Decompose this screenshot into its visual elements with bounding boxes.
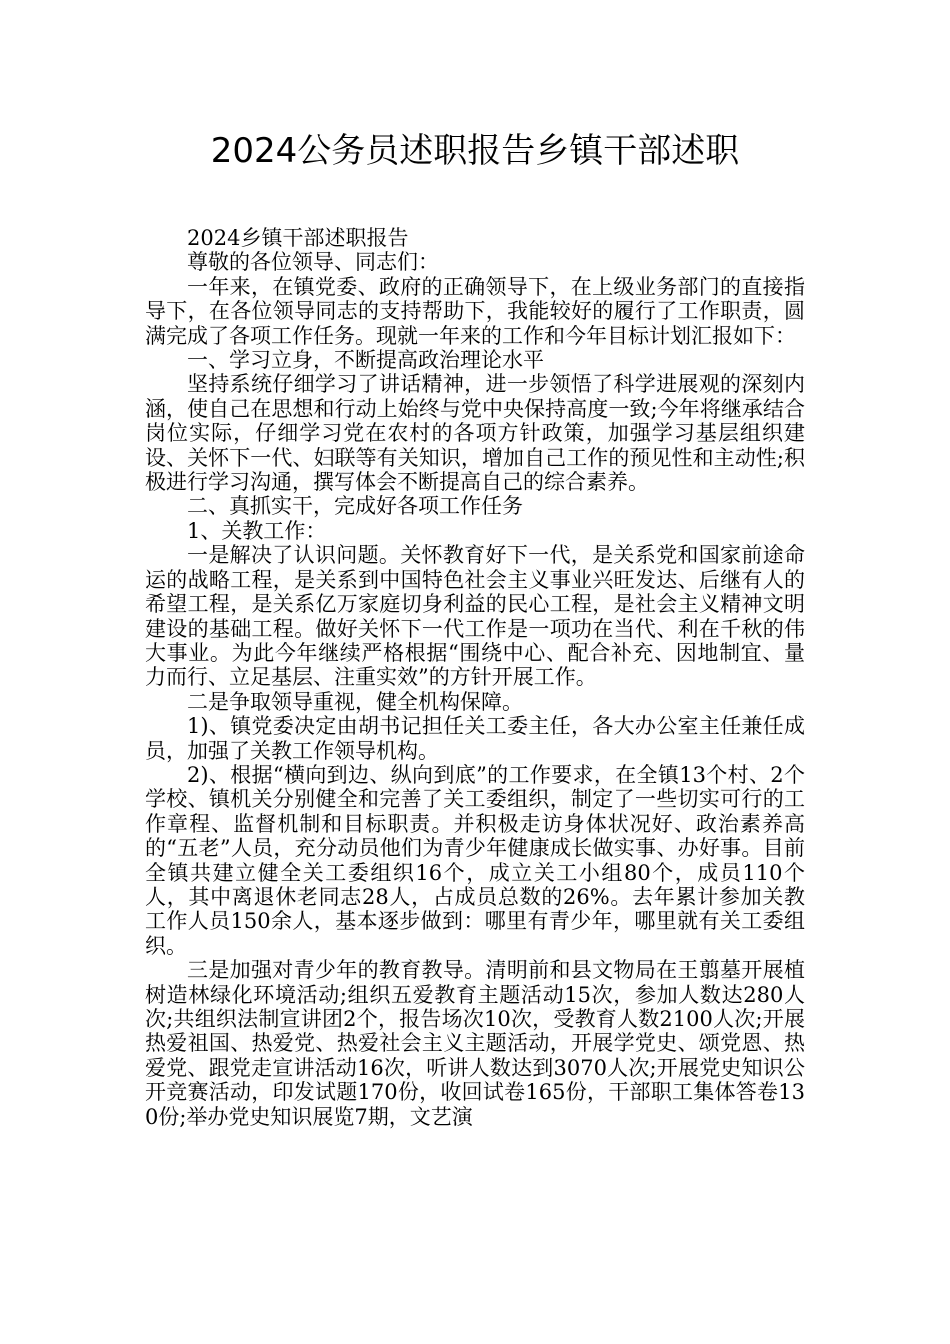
body-paragraph: 1)、镇党委决定由胡书记担任关工委主任，各大办公室主任兼任成员，加强了关教工作领导机构。 [145,714,805,763]
body-paragraph: 三是加强对青少年的教育教导。清明前和县文物局在王翦墓开展植树造林绿化环境活动;组织五爱教育主题活动15次，参加人数达280人次;共组织法制宣讲团2个，报告场次10次，受教育人数2100人次;开展热爱祖国、热爱党、热爱社会主义主题活动，开展学党史、颂党恩、热爱党、跟党走宣讲活动16次，听讲人数达到3070人次;开展党史知识公开竞赛活动，印发试题170份，收回试卷165份，干部职工集体答卷130份;举办党史知识展览7期，文艺演 [145,958,805,1129]
body-paragraph: 2)、根据“横向到边、纵向到底”的工作要求，在全镇13个村、2个学校、镇机关分别健全和完善了关工委组织，制定了一些切实可行的工作章程、监督机制和目标职责。并积极走访身体状况好、政治素养高的“五老”人员，充分动员他们为青少年健康成长做实事、办好事。目前全镇共建立健全关工委组织16个，成立关工小组80个，成员110个人，其中离退休老同志28人，占成员总数的26%。去年累计参加关教工作人员150余人，基本逐步做到：哪里有青少年，哪里就有关工委组织。 [145,762,805,958]
subsection-heading: 1、关教工作： [187,518,327,543]
body-paragraph: 一是解决了认识问题。关怀教育好下一代，是关系党和国家前途命运的战略工程，是关系到中国特色社会主义事业兴旺发达、后继有人的希望工程，是关系亿万家庭切身利益的民心工程，是社会主义精神文明建设的基础工程。做好关怀下一代工作是一项功在当代、利在千秋的伟大事业。为此今年继续严格根据“围绕中心、配合补充、因地制宜、量力而行、立足基层、注重实效”的方针开展工作。 [145,543,805,690]
document-title: 2024公务员述职报告乡镇干部述职 [210,131,740,171]
body-paragraph: 二是争取领导重视，健全机构保障。 [187,689,523,714]
intro-paragraph: 一年来，在镇党委、政府的正确领导下，在上级业务部门的直接指导下，在各位领导同志的支持帮助下，我能较好的履行了工作职责，圆满完成了各项工作任务。现就一年来的工作和今年目标计划汇报如下： [145,274,805,348]
salutation: 尊敬的各位领导、同志们： [187,250,439,275]
section-heading-2: 二、真抓实干，完成好各项工作任务 [187,494,523,519]
body-paragraph: 坚持系统仔细学习了讲话精神，进一步领悟了科学进展观的深刻内涵，使自己在思想和行动上始终与党中央保持高度一致;今年将继承结合岗位实际，仔细学习党在农村的各项方针政策，加强学习基层组织建设、关怀下一代、妇联等有关知识，增加自己工作的预见性和主动性;积极进行学习沟通，撰写体会不断提高自己的综合素养。 [145,372,805,495]
heading-line: 2024乡镇干部述职报告 [187,226,409,250]
document-body [145,226,805,1129]
section-heading-1: 一、学习立身，不断提高政治理论水平 [187,348,544,373]
